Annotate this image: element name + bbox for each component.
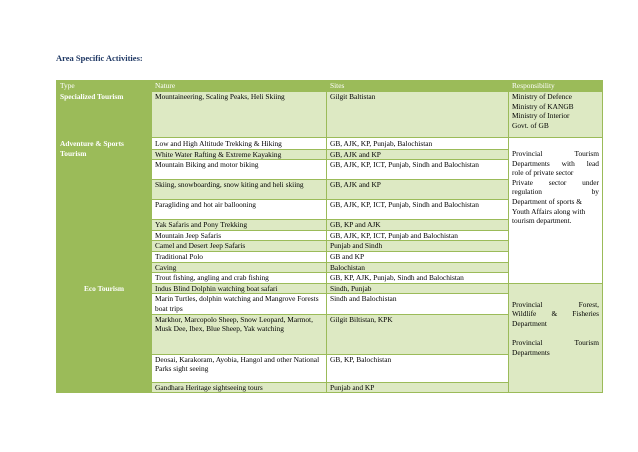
sites-cell: GB, KP, AJK, Punjab, Sindh and Balochistan	[327, 273, 509, 284]
sites-cell: GB, KP, Balochistan	[327, 354, 509, 382]
responsibility-line: Wildlife & Fisheries	[512, 309, 599, 319]
sites-cell: GB, AJK and KP	[327, 180, 509, 200]
responsibility-cell-eco	[509, 283, 603, 392]
sites-cell: GB, AJK, KP, ICT, Punjab, Sindh and Balochistan	[327, 200, 509, 220]
responsibility-line: Provincial Tourism	[512, 338, 599, 348]
nature-cell: Yak Safaris and Pony Trekking	[152, 220, 327, 231]
nature-cell: Low and High Altitude Trekking & Hiking	[152, 138, 327, 150]
activities-table	[56, 80, 603, 393]
responsibility-line: Departments	[512, 347, 550, 357]
nature-cell: Traditional Polo	[152, 251, 327, 262]
responsibility-line: Departments with lead	[512, 158, 599, 168]
nature-cell: Caving	[152, 262, 327, 273]
responsibility-line: Ministry of KANGB	[512, 101, 574, 111]
responsibility-line: Private sector under	[512, 177, 599, 187]
responsibility-line: Youth Affairs along with	[512, 206, 586, 216]
sites-cell: Gilgit Biltistan, KPK	[327, 314, 509, 354]
sites-cell: GB, KP and AJK	[327, 220, 509, 231]
responsibility-line: role of private sector	[512, 168, 574, 178]
responsibility-cell-specialized	[509, 92, 603, 138]
responsibility-line: Ministry of Defence	[512, 92, 572, 101]
nature-cell: Camel and Desert Jeep Safaris	[152, 241, 327, 252]
nature-cell: Gandhara Heritage sightseeing tours	[152, 382, 327, 393]
responsibility-line: Provincial Forest,	[512, 299, 599, 309]
table-header-row	[57, 81, 603, 92]
nature-cell: Skiing, snowboarding, snow kiting and heli skiing	[152, 180, 327, 200]
nature-cell: White Water Rafting & Extreme Kayaking	[152, 149, 327, 160]
sites-cell: Gilgit Baltistan	[327, 92, 509, 138]
nature-cell: Marin Turtles, dolphin watching and Mangrove Forests boat trips	[152, 294, 327, 314]
nature-cell: Deosai, Karakoram, Ayobia, Hangol and other National Parks sight seeing	[152, 354, 327, 382]
responsibility-cell-adventure	[509, 138, 603, 284]
nature-cell: Markhor, Marcopolo Sheep, Snow Leopard, Marmot, Musk Dee, Ibex, Blue Sheep, Yak watching	[152, 314, 327, 354]
nature-cell: Mountaineering, Scaling Peaks, Heli Skiing	[152, 92, 327, 138]
sites-cell: Punjab and Sindh	[327, 241, 509, 252]
column-header-sites: Sites	[327, 81, 509, 92]
type-cell-specialized: Specialized Tourism	[57, 92, 152, 138]
column-header-type: Type	[57, 81, 152, 92]
sites-cell: GB, AJK, KP, ICT, Punjab and Balochistan	[327, 230, 509, 241]
sites-cell: GB, AJK and KP	[327, 149, 509, 160]
responsibility-line: Govt. of GB	[512, 120, 549, 130]
nature-cell: Indus Blind Dolphin watching boat safari	[152, 283, 327, 294]
responsibility-line: Department	[512, 318, 547, 328]
sites-cell: GB and KP	[327, 251, 509, 262]
sites-cell: Sindh, Punjab	[327, 283, 509, 294]
nature-cell: Mountain Jeep Safaris	[152, 230, 327, 241]
table-row	[57, 138, 603, 150]
column-header-nature: Nature	[152, 81, 327, 92]
nature-cell: Paragliding and hot air ballooning	[152, 200, 327, 220]
sites-cell: GB, AJK, KP, ICT, Punjab, Sindh and Balochistan	[327, 160, 509, 180]
table-row	[57, 283, 603, 294]
responsibility-line: Department of sports &	[512, 196, 582, 206]
type-cell-eco: Eco Tourism	[57, 283, 152, 392]
responsibility-line: regulation by	[512, 187, 599, 197]
nature-cell: Mountain Biking and motor biking	[152, 160, 327, 180]
column-header-responsibility: Responsibility	[509, 81, 603, 92]
sites-cell: Sindh and Balochistan	[327, 294, 509, 314]
responsibility-line: tourism department.	[512, 216, 572, 226]
nature-cell: Trout fishing, angling and crab fishing	[152, 273, 327, 284]
responsibility-line: Ministry of Interior	[512, 111, 570, 121]
table-row	[57, 92, 603, 138]
sites-cell: Punjab and KP	[327, 382, 509, 393]
sites-cell: GB, AJK, KP, Punjab, Balochistan	[327, 138, 509, 150]
type-cell-adventure: Adventure & Sports Tourism	[57, 138, 152, 284]
section-heading: Area Specific Activities:	[56, 53, 143, 63]
responsibility-line: Provincial Tourism	[512, 149, 599, 158]
sites-cell: Balochistan	[327, 262, 509, 273]
